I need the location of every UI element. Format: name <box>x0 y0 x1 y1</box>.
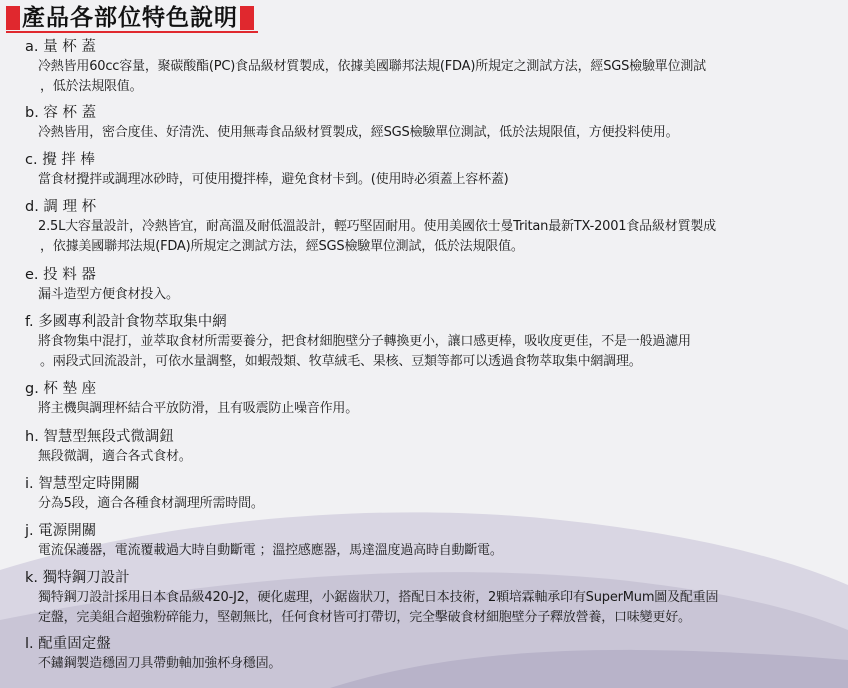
item-heading: h. 智慧型無段式微調鈕 <box>25 429 174 445</box>
title-underline <box>6 31 258 33</box>
item-description-line: 電流保護器，電流覆載過大時自動斷電 ；溫控感應器，馬達溫度過高時自動斷電。 <box>38 543 503 558</box>
item-description-line: 獨特鋼刀設計採用日本食品級420-J2，硬化處理，小鋸齒狀刀，搭配日本技術，2顆培霖軸承印有SuperMum圖及配重固 <box>38 590 719 605</box>
item-heading: c. 攪 拌 棒 <box>25 152 95 168</box>
item-heading: k. 獨特鋼刀設計 <box>25 570 130 586</box>
item-description-line: 2.5L大容量設計，冷熱皆宜，耐高溫及耐低溫設計，輕巧堅固耐用。使用美國依士曼Tritan最新TX-2001食品級材質製成 <box>38 219 716 234</box>
item-description-line: 冷熱皆用60cc容量，聚碳酸酯(PC)食品級材質製成，依據美國聯邦法規(FDA)所規定之測試方法，經SGS檢驗單位測試 <box>38 59 706 74</box>
item-description-line: 冷熱皆用，密合度佳、好清洗、使用無毒食品級材質製成，經SGS檢驗單位測試，低於法規限值，方便投料使用。 <box>38 125 679 140</box>
item-heading: a. 量 杯 蓋 <box>25 39 96 55</box>
item-heading: f. 多國專利設計食物萃取集中網 <box>25 314 227 330</box>
item-heading: j. 電源開關 <box>25 523 97 539</box>
item-description-line: 將主機與調理杯結合平放防滑，且有吸震防止噪音作用。 <box>38 401 359 416</box>
item-heading: b. 容 杯 蓋 <box>25 105 97 121</box>
item-description-line: 無段微調，適合各式食材。 <box>38 449 192 464</box>
item-description-line: 。兩段式回流設計，可依水量調整，如蝦殼類、牧草絨毛、果核、豆類等都可以透過食物萃取集中網調理。 <box>40 354 642 369</box>
item-description-line: 不鏽鋼製造穩固刀具帶動軸加強杯身穩固。 <box>38 656 282 671</box>
title-marker-right <box>240 6 254 30</box>
item-description-line: 將食物集中混打，並萃取食材所需要養分，把食材細胞壁分子轉換更小，讓口感更棒，吸收度更佳，不是一般過濾用 <box>38 334 691 349</box>
item-heading: d. 調 理 杯 <box>25 199 97 215</box>
item-description-line: 當食材攪拌或調理冰砂時，可使用攪拌棒，避免食材卡到。(使用時必須蓋上容杯蓋) <box>38 172 509 187</box>
item-description-line: 漏斗造型方便食材投入。 <box>38 287 179 302</box>
title-row <box>6 3 254 33</box>
item-heading: i. 智慧型定時開關 <box>25 476 140 492</box>
item-description-line: 定盤，完美組合超強粉碎能力，堅韌無比，任何食材皆可打帶切，完全擊破食材細胞壁分子釋放營養，口味變更好。 <box>38 610 691 625</box>
item-heading: e. 投 料 器 <box>25 267 96 283</box>
item-heading: l. 配重固定盤 <box>25 636 111 652</box>
page-title: 產品各部位特色說明 <box>22 5 238 31</box>
item-description-line: 分為5段，適合各種食材調理所需時間。 <box>38 496 264 511</box>
item-description-line: ，低於法規限值。 <box>40 79 143 94</box>
item-description-line: ，依據美國聯邦法規(FDA)所規定之測試方法，經SGS檢驗單位測試，低於法規限值。 <box>40 239 524 254</box>
item-heading: g. 杯 墊 座 <box>25 381 97 397</box>
title-marker-left <box>6 6 20 30</box>
